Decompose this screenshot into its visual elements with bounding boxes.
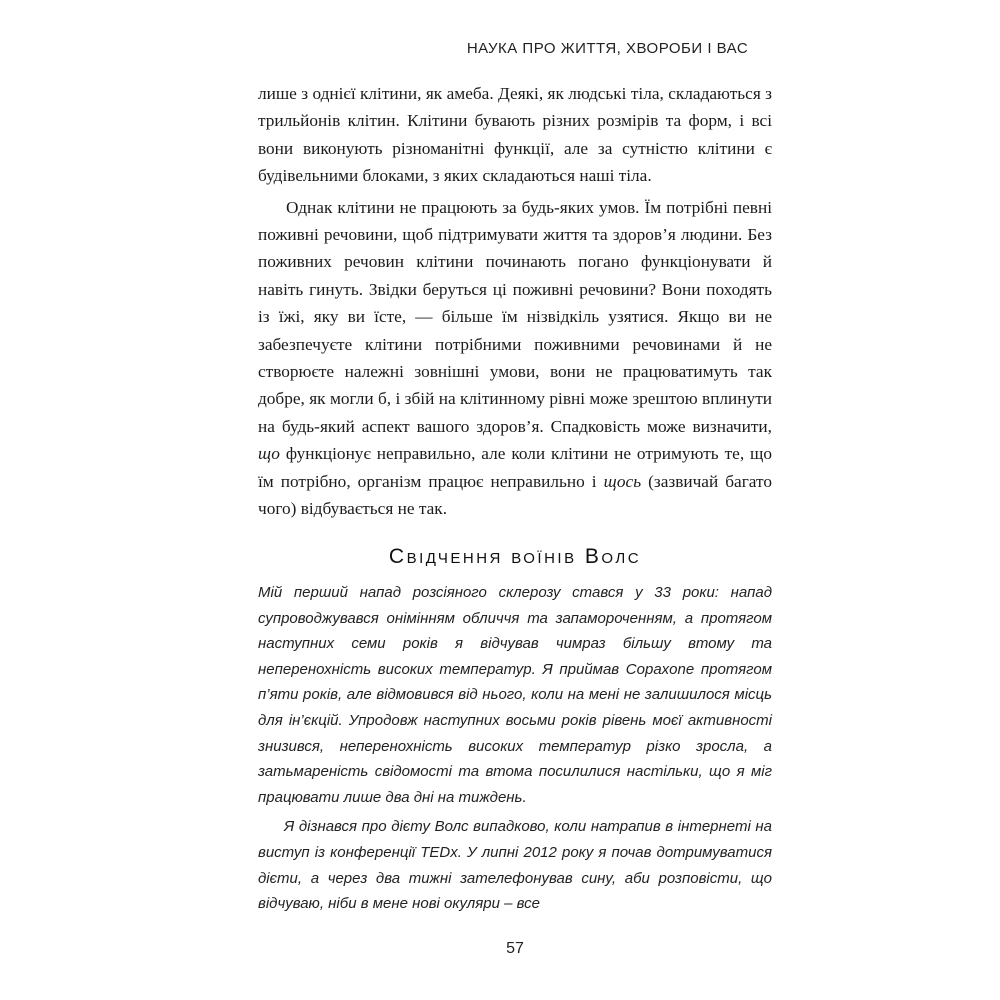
paragraph-text: функціонує неправильно, але коли клітини не отримують те, що їм потрібно, організм працює неправильно і [258, 444, 772, 491]
paragraph-cells-intro: лише з однієї клітини, як амеба. Деякі, як людські тіла, складаються з трильйонів клітин. Клітини бувають різних розмірів та форм, і всі вони виконують різноманітні функції, але за сутністю клітини є будівельними блоками, з яких складаються наші тіла. [258, 84, 772, 186]
paragraph-nutrients [258, 194, 772, 523]
testimony-paragraph: Я дізнався про дієту Волс випадково, коли натрапив в інтернеті на виступ із конференції TEDx. У липні 2012 року я почав дотримуватися дієти, а через два тижні зателефонував сину, аби розповісти, що відчуваю, ніби в мене нові окуляри – все [258, 818, 772, 913]
emphasis-what: що [258, 444, 280, 464]
testimony-block [258, 580, 772, 917]
testimony-paragraph: Мій перший напад розсіяного склерозу стався у 33 роки: напад супроводжувався онімінням обличчя та запамороченням, а протягом наступних семи років я відчував чимраз більшу втому та неперенохність високих температур. Я приймав Copaxone протягом п’яти років, але відмовився від нього, коли на мені не залишилося місць для ін’єкцій. Упродовж наступних восьми років рівень моєї активності знизився, неперенохність високих температур різко зросла, а затьмареність свідомості та втома посилилися настільки, що я міг працювати лише два дні на тиждень. [258, 584, 772, 806]
emphasis-something: щось [603, 471, 642, 491]
page-number: 57 [506, 940, 524, 957]
main-text [258, 80, 772, 523]
running-header: НАУКА ПРО ЖИТТЯ, ХВОРОБИ І ВАС [466, 40, 749, 57]
paragraph-text: Однак клітини не працюють за будь-яких умов. Їм потрібні певні поживні речовини, щоб підтримувати життя та здоров’я людини. Без поживних речовин клітини починають погано функціонувати й навіть гинуть. Звідки беруться ці поживні речовини? Вони походять із їжі, яку ви їсте, — більше їм нізвідкіль узятися. Якщо ви не забезпечуєте клітини потрібними поживними речовинами й не створюєте належні зовнішні умови, вони не працюватимуть так добре, як могли б, і збій на клітинному рівні може зрештою вплинути на будь-який аспект вашого здоров’я. Спадковість може визначити, [258, 197, 772, 436]
paragraph-text: (зазвичай багато чого) відбувається не так. [258, 471, 772, 519]
section-heading: Свідчення воїнів Волс [388, 545, 642, 568]
